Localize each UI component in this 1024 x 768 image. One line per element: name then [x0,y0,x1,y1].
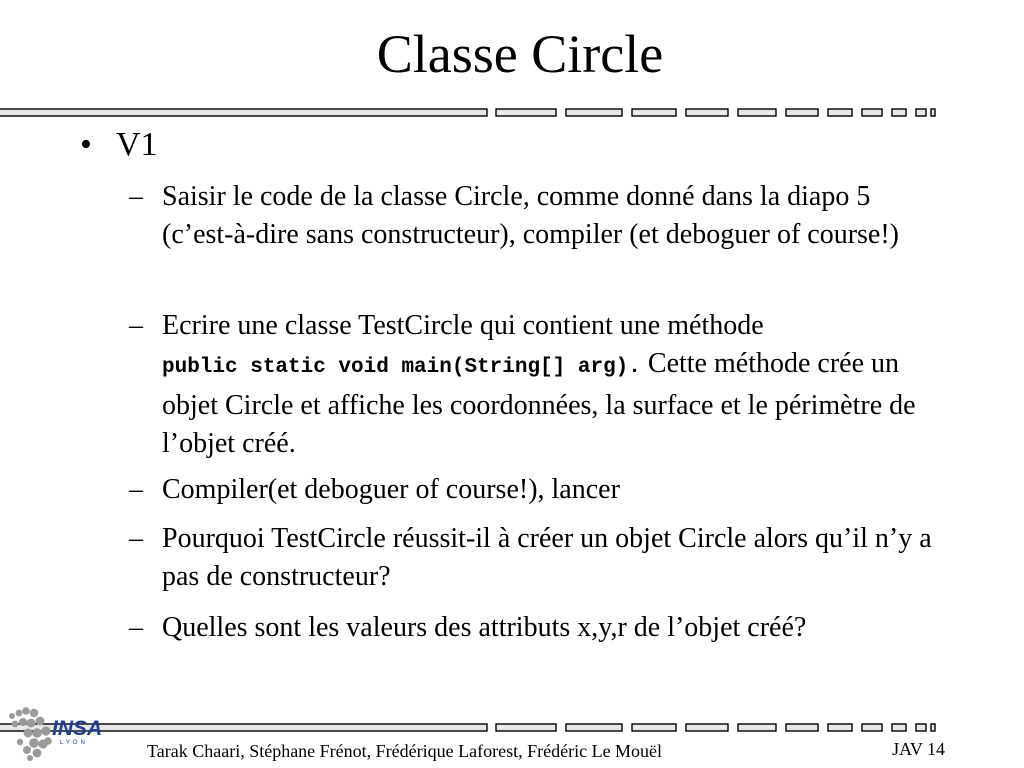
bullet-marker: • [80,126,92,163]
footer-authors: Tarak Chaari, Stéphane Frénot, Frédérique Laforest, Frédéric Le Mouël [147,741,663,761]
insa-lyon-logo [4,704,116,762]
item-text: Saisir le code de la classe Circle, comme donné dans la diapo 5 (c’est-à-dire sans constructeur), compiler (et deboguer of course!) [162,181,899,250]
list-item [129,178,942,254]
list-item [129,307,942,463]
bottom-dashed-rule [0,722,1024,734]
item-text-continued: Cette méthode crée un objet Circle et affiche les coordonnées, la surface et le périmètre de l’objet créé. [162,348,916,459]
bullet-text: V1 [116,126,158,163]
list-item [129,520,942,596]
logo-subtext: LYON [60,740,88,746]
page-number: JAV 14 [892,739,945,759]
item-text: Pourquoi TestCircle réussit-il à créer un objet Circle alors qu’il n’y a pas de constructeur? [162,523,932,592]
item-text: Quelles sont les valeurs des attributs x,y,r de l’objet créé? [162,612,807,643]
top-dashed-rule [0,107,1024,119]
logo-wordmark: INSA [52,717,103,740]
item-text: Ecrire une classe TestCircle qui contient une méthode [162,310,764,341]
dash-marker: – [129,310,143,341]
list-item [129,471,942,509]
dash-marker: – [129,181,143,212]
slide-title: Classe Circle [376,24,664,84]
item-text: Compiler(et deboguer of course!), lancer [162,474,620,505]
dash-marker: – [129,474,143,505]
dash-marker: – [129,612,143,643]
dash-marker: – [129,523,143,554]
list-item [129,609,942,647]
logo-dots [9,707,52,761]
code-snippet: public static void main(String[] arg). [162,356,641,379]
